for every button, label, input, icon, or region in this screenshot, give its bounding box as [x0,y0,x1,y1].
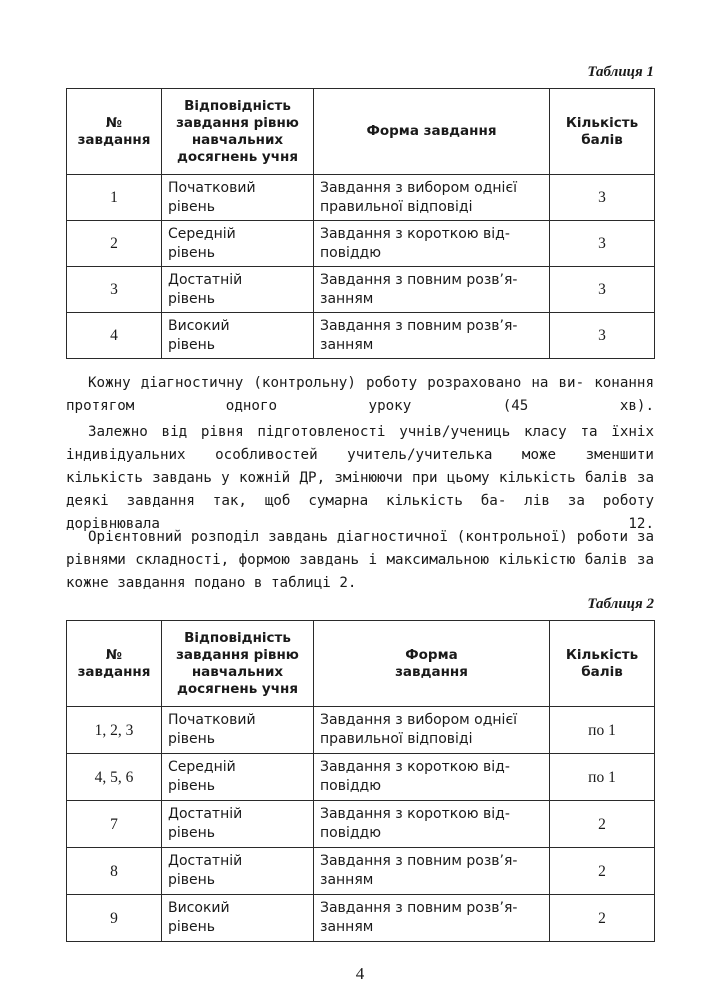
cell-task-number: 9 [67,895,162,942]
cell-level: Високий рівень [162,895,314,942]
cell-level: Початковий рівень [162,707,314,754]
paragraph-adjustment: Залежно від рівня підготовленості учнів/учениць класу та їхніх індивідуальних особливостей учитель/учителька може зменшити кількість завдань у кожній ДР, змінюючи при цьому кількість балів за деякі завдання так, щоб сумарна кількість ба- лів за роботу дорівнювала 12. [66,424,655,532]
header-task-number: № завдання [67,621,162,707]
cell-task-form: Завдання з повним розв’я- занням [314,848,550,895]
table-row [67,895,655,942]
cell-level: Достатній рівень [162,848,314,895]
header-task-form: Форма завдання [314,621,550,707]
table-1-caption: Таблиця 1 [587,64,654,80]
cell-task-number: 1 [67,175,162,221]
cell-points: по 1 [550,707,655,754]
cell-task-form: Завдання з повним розв’я- занням [314,267,550,313]
page-number: 4 [355,964,365,983]
table-header-row [67,621,655,707]
header-task-number: № завдання [67,89,162,175]
table-row [67,707,655,754]
cell-level: Достатній рівень [162,801,314,848]
cell-points: 2 [550,895,655,942]
cell-level: Середній рівень [162,754,314,801]
table-row [67,313,655,359]
cell-task-form: Завдання з повним розв’я- занням [314,895,550,942]
table-1 [66,88,655,359]
header-task-form: Форма завдання [314,89,550,175]
cell-task-form: Завдання з короткою від- повіддю [314,754,550,801]
header-points: Кількість балів [550,621,655,707]
cell-task-number: 4, 5, 6 [67,754,162,801]
table-row [67,267,655,313]
cell-task-form: Завдання з повним розв’я- занням [314,313,550,359]
table-2 [66,620,655,942]
paragraph-distribution: Орієнтовний розподіл завдань діагностичної (контрольної) роботи за рівнями складності, формою завдань і максимальною кількістю балів за кожне завдання подано в таблиці 2. [66,529,654,591]
cell-points: 3 [550,313,655,359]
cell-points: 2 [550,801,655,848]
header-level: Відповідність завдання рівню навчальних досягнень учня [162,621,314,707]
table-row [67,801,655,848]
cell-task-number: 1, 2, 3 [67,707,162,754]
table-row [67,848,655,895]
cell-task-number: 4 [67,313,162,359]
cell-task-form: Завдання з вибором однієї правильної відповіді [314,175,550,221]
paragraph-duration: Кожну діагностичну (контрольну) роботу розраховано на ви- конання протягом одного уроку (45 хв). [66,375,655,414]
cell-points: 3 [550,175,655,221]
cell-points: по 1 [550,754,655,801]
table-row [67,754,655,801]
table-2-caption: Таблиця 2 [587,596,654,612]
cell-task-number: 8 [67,848,162,895]
cell-task-form: Завдання з короткою від- повіддю [314,801,550,848]
table-row [67,221,655,267]
cell-task-number: 7 [67,801,162,848]
cell-task-number: 2 [67,221,162,267]
cell-level: Початковий рівень [162,175,314,221]
header-level: Відповідність завдання рівню навчальних досягнень учня [162,89,314,175]
cell-level: Високий рівень [162,313,314,359]
table-row [67,175,655,221]
table-header-row [67,89,655,175]
cell-task-form: Завдання з короткою від- повіддю [314,221,550,267]
cell-task-form: Завдання з вибором однієї правильної відповіді [314,707,550,754]
cell-points: 3 [550,221,655,267]
cell-points: 3 [550,267,655,313]
cell-task-number: 3 [67,267,162,313]
cell-points: 2 [550,848,655,895]
cell-level: Середній рівень [162,221,314,267]
header-points: Кількість балів [550,89,655,175]
cell-level: Достатній рівень [162,267,314,313]
